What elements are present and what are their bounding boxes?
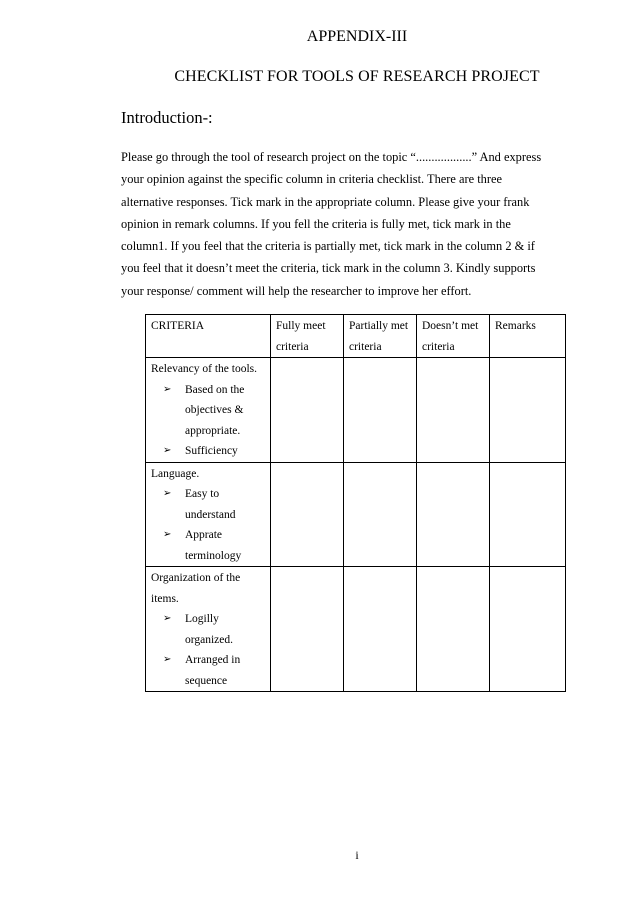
remarks-cell[interactable] xyxy=(490,358,566,463)
table-row xyxy=(146,358,566,463)
criteria-cell xyxy=(146,358,271,463)
criteria-title: Language. xyxy=(151,467,200,480)
intro-line: column1. If you feel that the criteria is partially met, tick mark in the column 2 & if xyxy=(121,239,535,254)
fully-meet-cell[interactable] xyxy=(271,567,344,692)
fully-meet-cell[interactable] xyxy=(271,462,344,567)
criteria-title: Relevancy of the tools. xyxy=(151,363,258,375)
fully-meet-cell[interactable] xyxy=(271,358,344,463)
criteria-item: ➢ Logilly organized. xyxy=(163,609,265,650)
intro-line: your response/ comment will help the researcher to improve her effort. xyxy=(121,283,472,298)
header-doesnt-met: Doesn’t met criteria xyxy=(417,315,490,358)
header-criteria: CRITERIA xyxy=(146,315,271,358)
arrow-bullet-icon: ➢ xyxy=(163,613,172,624)
intro-line: you feel that it doesn’t meet the criteria, tick mark in the column 3. Kindly supports xyxy=(121,261,536,276)
arrow-bullet-icon: ➢ xyxy=(163,488,172,499)
arrow-bullet-icon: ➢ xyxy=(163,529,172,540)
criteria-item: ➢ Based on the objectives & appropriate. xyxy=(163,380,265,442)
partially-met-cell[interactable] xyxy=(344,358,417,463)
arrow-bullet-icon: ➢ xyxy=(163,383,172,395)
criteria-cell xyxy=(146,462,271,567)
intro-line: opinion in remark columns. If you fell the criteria is fully met, tick mark in the xyxy=(121,216,511,231)
criteria-item: ➢ Apprate terminology xyxy=(163,525,265,566)
header-fully-meet: Fully meet criteria xyxy=(271,315,344,358)
intro-line: alternative responses. Tick mark in the appropriate column. Please give your frank xyxy=(121,194,530,209)
page-number: i xyxy=(355,848,359,862)
doesnt-met-cell[interactable] xyxy=(417,462,490,567)
table-row xyxy=(146,567,566,692)
arrow-bullet-icon: ➢ xyxy=(163,654,172,665)
header-remarks: Remarks xyxy=(490,315,566,358)
appendix-title: APPENDIX-III xyxy=(306,28,408,45)
intro-line: your opinion against the specific column in criteria checklist. There are three xyxy=(121,172,502,187)
criteria-cell xyxy=(146,567,271,692)
introduction-paragraph xyxy=(121,146,566,302)
partially-met-cell[interactable] xyxy=(344,567,417,692)
remarks-cell[interactable] xyxy=(490,462,566,567)
partially-met-cell[interactable] xyxy=(344,462,417,567)
header-partially-met: Partially met criteria xyxy=(344,315,417,358)
table-header-row xyxy=(146,315,566,358)
doesnt-met-cell[interactable] xyxy=(417,358,490,463)
arrow-bullet-icon: ➢ xyxy=(163,445,172,456)
table-row xyxy=(146,462,566,567)
remarks-cell[interactable] xyxy=(490,567,566,692)
criteria-item: ➢ Arranged in sequence xyxy=(163,650,265,691)
introduction-heading: Introduction-: xyxy=(121,108,213,127)
criteria-item: ➢ Easy to understand xyxy=(163,484,265,525)
doesnt-met-cell[interactable] xyxy=(417,567,490,692)
checklist-title: CHECKLIST FOR TOOLS OF RESEARCH PROJECT xyxy=(174,68,540,85)
criteria-item: ➢ Sufficiency xyxy=(163,441,265,462)
criteria-title: Organization of the items. xyxy=(151,572,241,605)
criteria-checklist-table xyxy=(145,314,566,692)
intro-line: Please go through the tool of research project on the topic “..................” And express xyxy=(121,150,542,164)
